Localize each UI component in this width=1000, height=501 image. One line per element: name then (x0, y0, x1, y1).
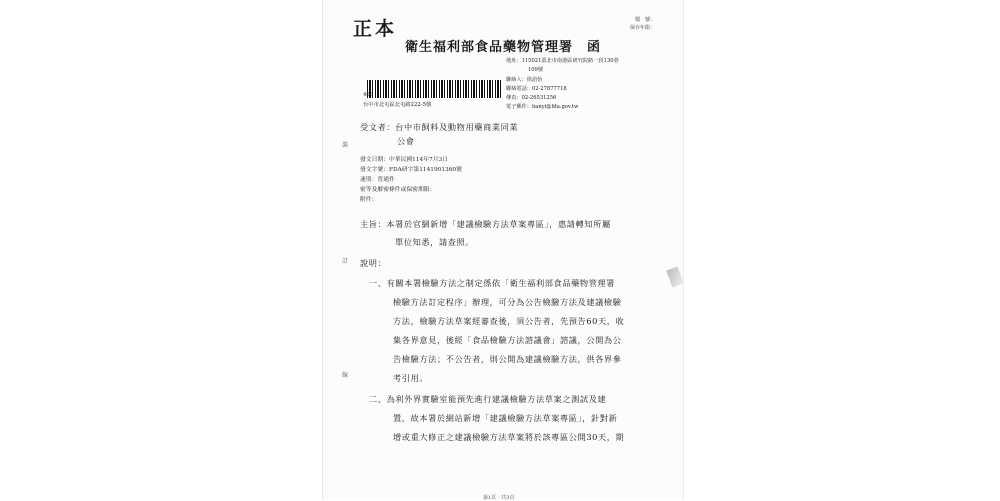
subject: 主旨：本署於官網新增「建議檢驗方法草案專區」，惠請轉知所屬 (360, 219, 611, 229)
explanation-label: 說明： (360, 258, 387, 268)
attachment: 附件： (360, 197, 378, 203)
recipient: 受文者：台中市飼料及動物用藥商業同業 (360, 122, 519, 132)
item2-line: 增或重大修正之建議檢驗方法草案將於該專區公開30天，期 (393, 432, 625, 442)
issue-date: 發文日期：中華民國114年7月3日 (360, 157, 449, 163)
binding-mark-bind: 裝 (342, 142, 349, 149)
item1-line: 檢驗方法訂定程序」辦理，可分為公告檢驗方法及建議檢驗 (393, 297, 622, 307)
item1-line: 方法，檢驗方法草案經審查後，須公告者，先預告60天，收 (393, 316, 625, 326)
item2-line: 二、為利外界實驗室能預先進行建議檢驗方法草案之測試及建 (369, 394, 607, 404)
binding-mark-line: 線 (342, 372, 349, 379)
postal-code: 406 (363, 92, 374, 98)
postal-barcode (367, 80, 501, 98)
document-number: 發文字號：FDA研字第1141901360號 (360, 167, 462, 173)
item1-line: 一、有關本署檢驗方法之制定係依「衛生福利部食品藥物管理署 (369, 278, 616, 288)
item1-line: 考引用。 (393, 373, 429, 383)
contact-email: 電子郵件：hanyi@fda.gov.tw (506, 104, 579, 110)
retention-label: 保存年限： (629, 25, 655, 31)
page-corner-mark (666, 266, 683, 287)
contact-fax: 傳真：02-26531256 (506, 95, 557, 101)
document-page (322, 0, 684, 500)
item1-line: 告檢驗方法；不公告者，則公開為建議檢驗方法，供各界參 (393, 354, 622, 364)
agency-title: 衛生福利部食品藥物管理署 函 (404, 40, 601, 55)
delivery-speed: 速別：普通件 (360, 177, 395, 183)
contact-person: 聯絡人：徐語怡 (506, 77, 543, 83)
contact-phone: 聯絡電話：02-27877718 (506, 86, 567, 92)
postal-address: 台中市北屯區北屯路222-5號 (363, 102, 432, 108)
item2-line: 置，故本署於網站新增「建議檢驗方法草案專區」，針對新 (393, 413, 618, 423)
page-number: 第1頁 共3頁 (483, 495, 515, 501)
subject-cont: 單位知悉，請查照。 (395, 237, 475, 247)
contact-address: 地址：115021臺北市南港區研究院路一段130巷 (506, 58, 619, 64)
security-level: 密等及解密條件或保密期限： (360, 187, 436, 193)
recipient-cont: 公會 (397, 136, 415, 146)
file-number-label: 檔 號： (634, 17, 655, 23)
binding-mark-order: 訂 (342, 258, 349, 265)
contact-address-cont: 109號 (528, 67, 544, 73)
original-copy-stamp: 正本 (353, 18, 398, 40)
item1-line: 集各界意見，後經「食品檢驗方法諮議會」諮議，公開為公 (393, 335, 622, 345)
